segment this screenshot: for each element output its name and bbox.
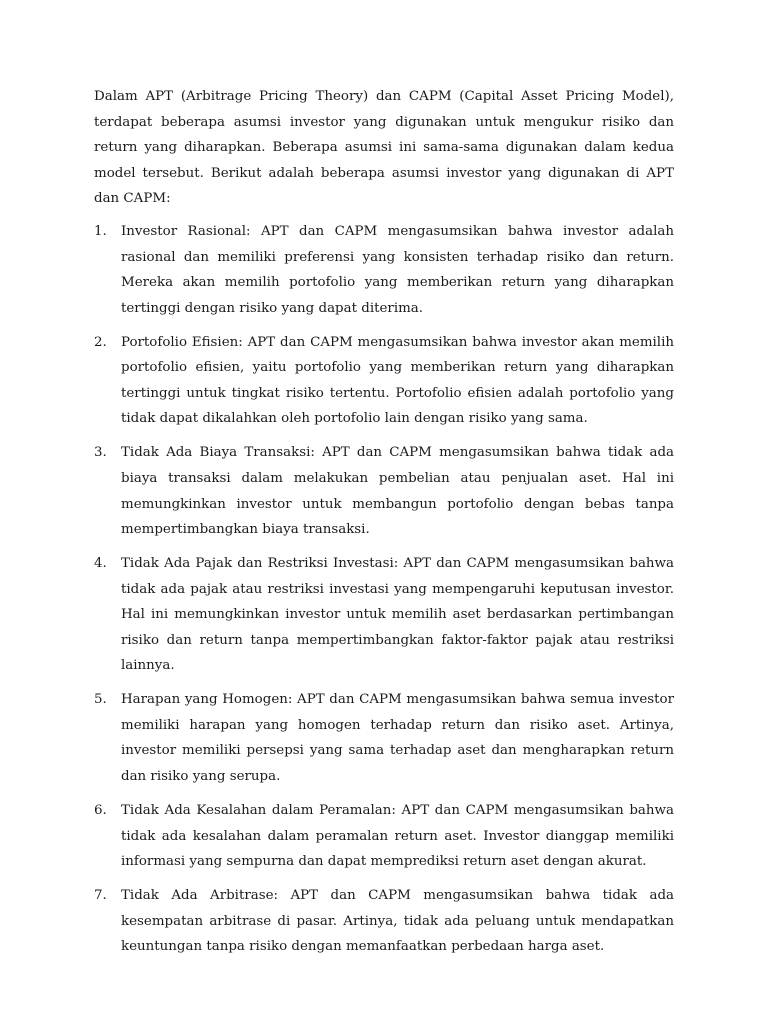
list-item bbox=[94, 330, 674, 432]
document-page bbox=[94, 84, 674, 968]
list-item-number: 5. bbox=[94, 692, 107, 708]
list-item-number: 2. bbox=[94, 334, 107, 350]
intro-paragraph: Dalam APT (Arbitrage Pricing Theory) dan CAPM (Capital Asset Pricing Model), terdapat beberapa asumsi investor yang digunakan untuk mengukur risiko dan return yang diharapkan. Beberapa asumsi ini sama-sama digunakan dalam kedua model tersebut. Berikut adalah beberapa asumsi investor yang digunakan di APT dan CAPM: bbox=[94, 89, 674, 207]
list-item-text: Portofolio Efisien: APT dan CAPM mengasumsikan bahwa investor akan memilih portofolio efisien, yaitu portofolio yang memberikan return yang diharapkan tertinggi untuk tingkat risiko tertentu. Portofolio efisien adalah portofolio yang tidak dapat dikalahkan oleh portofolio lain dengan risiko yang sama. bbox=[121, 334, 674, 427]
list-item-number: 1. bbox=[94, 223, 107, 239]
list-item-text: Tidak Ada Biaya Transaksi: APT dan CAPM mengasumsikan bahwa tidak ada biaya transaksi dalam melakukan pembelian atau penjualan aset. Hal ini memungkinkan investor untuk membangun portofolio dengan bebas tanpa mempertimbangkan biaya transaksi. bbox=[121, 445, 674, 538]
list-item-number: 3. bbox=[94, 445, 107, 461]
list-item bbox=[94, 551, 674, 679]
list-item-text: Tidak Ada Pajak dan Restriksi Investasi: APT dan CAPM mengasumsikan bahwa tidak ada pajak atau restriksi investasi yang mempengaruhi keputusan investor. Hal ini memungkinkan investor untuk memilih aset berdasarkan pertimbangan risiko dan return tanpa mempertimbangkan faktor-faktor pajak atau restriksi lainnya. bbox=[121, 555, 674, 674]
list-item bbox=[94, 883, 674, 960]
assumption-list bbox=[94, 219, 674, 960]
list-item bbox=[94, 687, 674, 789]
list-item-text: Tidak Ada Arbitrase: APT dan CAPM mengasumsikan bahwa tidak ada kesempatan arbitrase di pasar. Artinya, tidak ada peluang untuk mendapatkan keuntungan tanpa risiko dengan memanfaatkan perbedaan harga aset. bbox=[121, 888, 674, 955]
list-item bbox=[94, 440, 674, 542]
list-item-number: 6. bbox=[94, 802, 107, 818]
list-item-text: Tidak Ada Kesalahan dalam Peramalan: APT dan CAPM mengasumsikan bahwa tidak ada kesalahan dalam peramalan return aset. Investor dianggap memiliki informasi yang sempurna dan dapat memprediksi return aset dengan akurat. bbox=[121, 802, 674, 870]
list-item-number: 7. bbox=[94, 888, 107, 903]
list-item bbox=[94, 798, 674, 875]
list-item-text: Investor Rasional: APT dan CAPM mengasumsikan bahwa investor adalah rasional dan memiliki preferensi yang konsisten terhadap risiko dan return. Mereka akan memilih portofolio yang memberikan return yang diharapkan tertinggi dengan risiko yang dapat diterima. bbox=[121, 223, 674, 316]
list-item bbox=[94, 219, 674, 321]
list-item-text: Harapan yang Homogen: APT dan CAPM mengasumsikan bahwa semua investor memiliki harapan yang homogen terhadap return dan risiko aset. Artinya, investor memiliki persepsi yang sama terhadap aset dan mengharapkan return dan risiko yang serupa. bbox=[121, 692, 674, 785]
list-item-number: 4. bbox=[94, 555, 107, 571]
